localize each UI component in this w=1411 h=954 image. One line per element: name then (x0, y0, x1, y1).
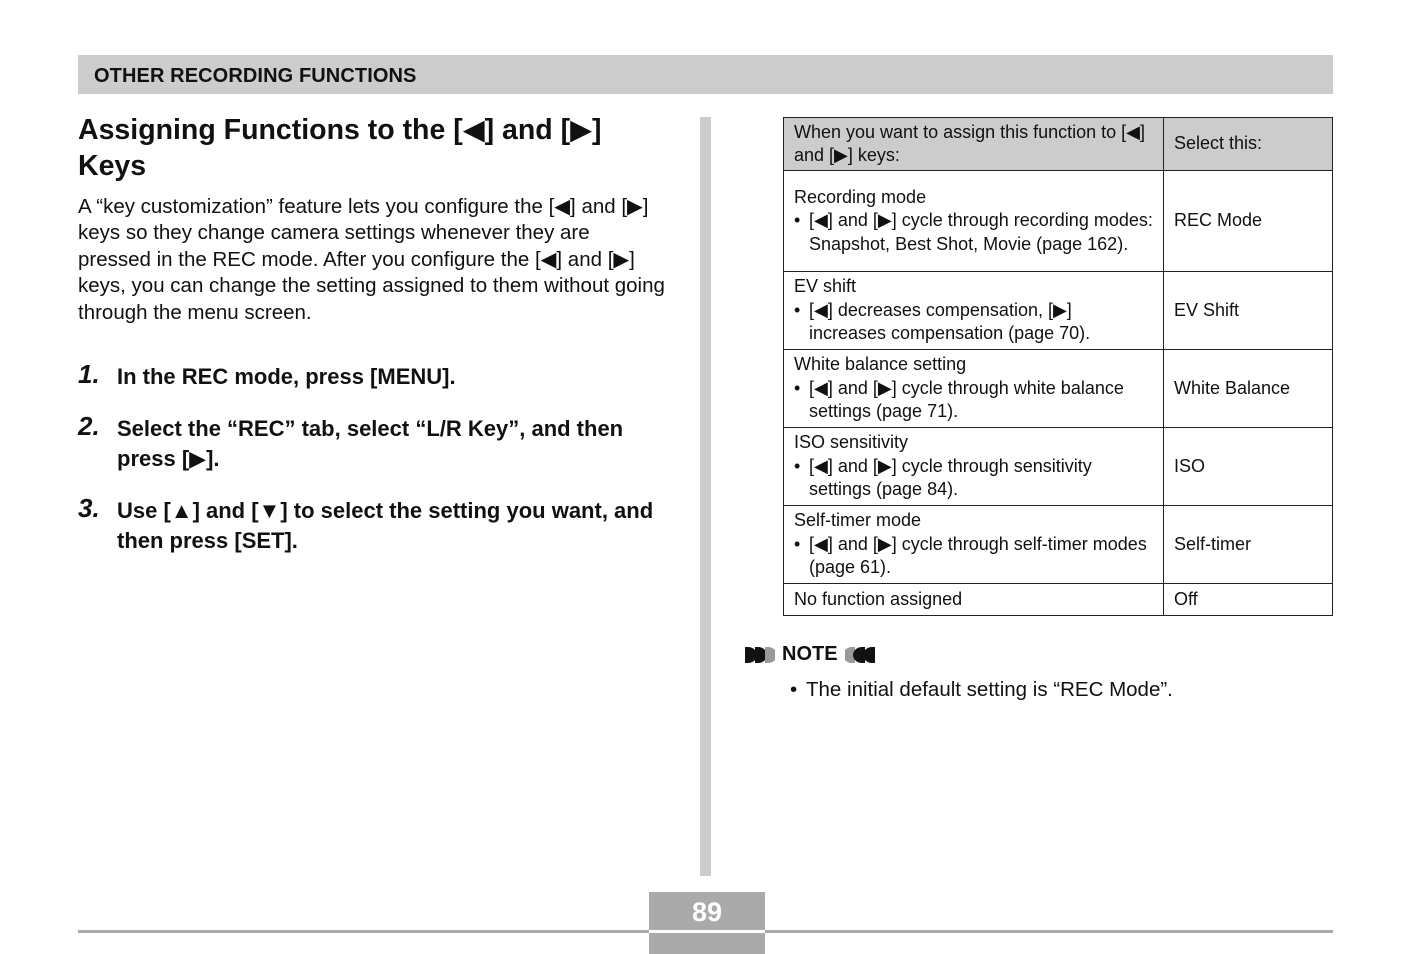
key-function-table (783, 117, 1333, 616)
column-divider (700, 117, 711, 876)
note-text: The initial default setting is “REC Mode”. (806, 678, 1173, 701)
steps-list (78, 359, 668, 556)
select-cell: REC Mode (1164, 171, 1333, 272)
function-detail-text: [◀] and [▶] cycle through white balance settings (page 71). (809, 377, 1124, 422)
function-detail (794, 209, 1153, 256)
page-number-gap (649, 930, 765, 933)
function-detail (794, 299, 1153, 346)
header-select-cell: Select this: (1164, 118, 1333, 171)
select-cell: EV Shift (1164, 272, 1333, 350)
note-header (744, 643, 1334, 666)
select-cell: Self-timer (1164, 506, 1333, 584)
table-row (784, 428, 1333, 506)
table-header-row (784, 118, 1333, 171)
intro-paragraph: A “key customization” feature lets you configure the [◀] and [▶] keys so they change camera settings whenever they are pressed in the REC mode. After you configure the [◀] and [▶] keys, you can change the setting assigned to them without going through the menu screen. (78, 195, 665, 324)
function-detail-text: [◀] and [▶] cycle through self-timer modes (page 61). (809, 533, 1147, 578)
bullet: • (794, 377, 801, 398)
function-title: No function assigned (794, 588, 963, 609)
function-detail-text: [◀] decreases compensation, [▶] increases compensation (page 70). (809, 299, 1091, 344)
select-cell: White Balance (1164, 350, 1333, 428)
table-row (784, 272, 1333, 350)
step-number: 3. (78, 493, 100, 524)
note-item (790, 678, 1334, 702)
page-title-line2: Keys (78, 150, 147, 182)
step-1 (78, 359, 668, 392)
step-text: Use [▲] and [▼] to select the setting you want, and then press [SET]. (117, 498, 654, 554)
function-cell (784, 584, 1164, 616)
step-number: 2. (78, 411, 100, 442)
section-title: OTHER RECORDING FUNCTIONS (94, 65, 417, 87)
function-cell (784, 272, 1164, 350)
function-cell (784, 171, 1164, 272)
function-detail (794, 533, 1153, 580)
select-cell: Off (1164, 584, 1333, 616)
table-row (784, 506, 1333, 584)
step-number: 1. (78, 359, 100, 390)
function-cell (784, 506, 1164, 584)
table-row (784, 584, 1333, 616)
function-title: White balance setting (794, 354, 967, 375)
triple-left-arrow-icon (845, 645, 876, 665)
bullet: • (794, 210, 801, 231)
function-detail (794, 455, 1153, 502)
function-title: Self-timer mode (794, 510, 922, 531)
step-text: Select the “REC” tab, select “L/R Key”, and then press [▶]. (117, 416, 624, 472)
note-box (744, 643, 1334, 702)
step-text: In the REC mode, press [MENU]. (117, 364, 456, 390)
step-3 (78, 493, 668, 556)
table-row (784, 171, 1333, 272)
function-detail (794, 377, 1153, 424)
function-cell (784, 428, 1164, 506)
note-label: NOTE (782, 643, 838, 665)
function-detail-text: [◀] and [▶] cycle through recording modes: Snapshot, Best Shot, Movie (page 162). (809, 210, 1153, 254)
function-title: EV shift (794, 276, 857, 297)
bullet: • (794, 299, 801, 320)
left-column (78, 112, 668, 578)
page-number-box (649, 892, 765, 954)
step-2 (78, 411, 668, 474)
bullet: • (794, 455, 801, 476)
table-row (784, 350, 1333, 428)
function-detail-text: [◀] and [▶] cycle through sensitivity settings (page 84). (809, 455, 1092, 500)
page-title-line1: Assigning Functions to the [◀] and [▶] (78, 114, 602, 146)
page-number: 89 (691, 897, 723, 927)
page-title (78, 112, 668, 184)
select-cell: ISO (1164, 428, 1333, 506)
function-title: ISO sensitivity (794, 432, 909, 453)
function-cell (784, 350, 1164, 428)
triple-right-arrow-icon (744, 645, 775, 665)
header-function-cell: When you want to assign this function to [◀] and [▶] keys: (784, 118, 1164, 171)
section-header-bar (78, 55, 1333, 94)
bullet: • (790, 678, 798, 701)
bullet: • (794, 533, 801, 554)
function-title: Recording mode (794, 186, 927, 207)
